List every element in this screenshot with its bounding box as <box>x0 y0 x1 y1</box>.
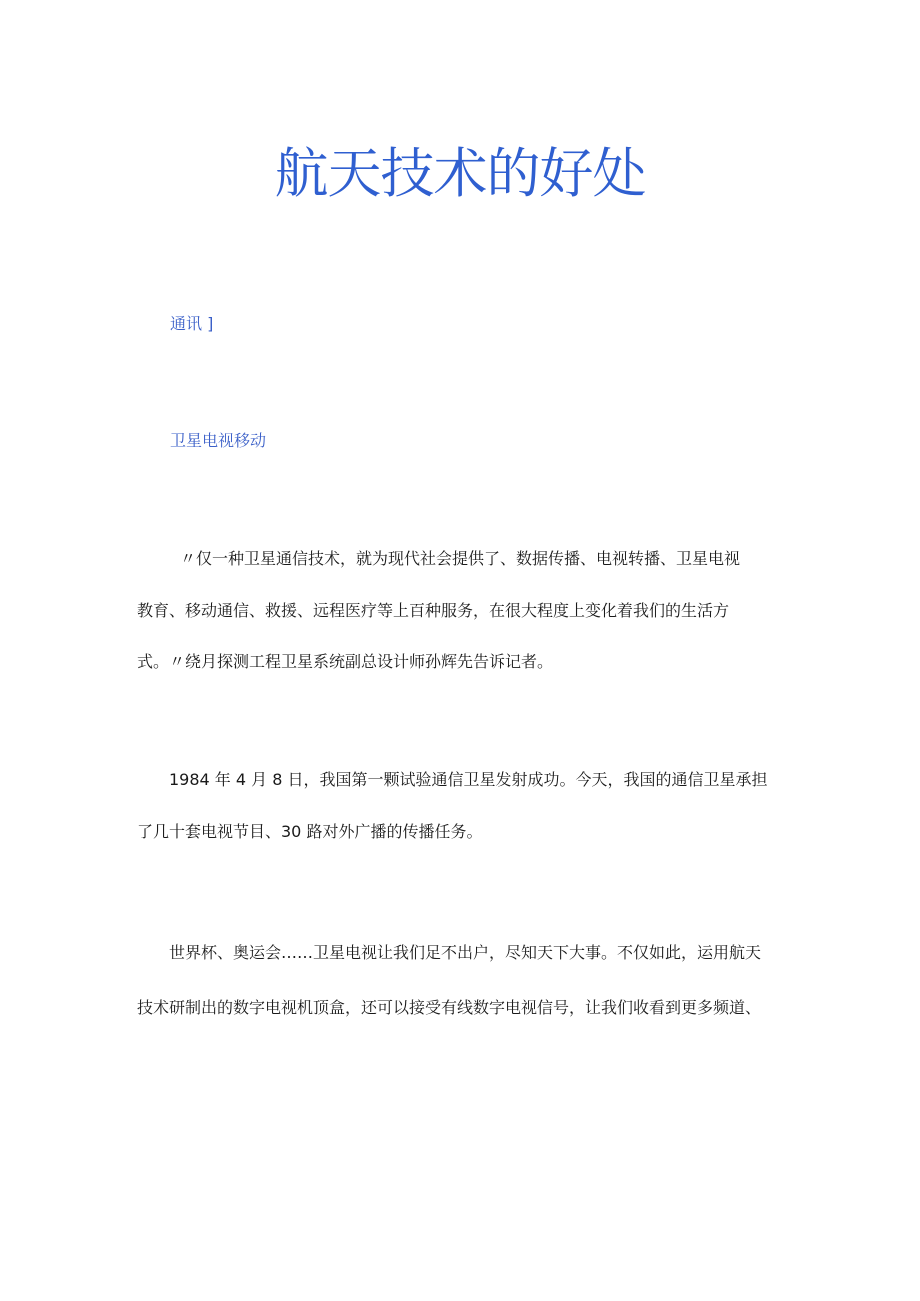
paragraph-line: 教育、移动通信、救援、远程医疗等上百种服务，在很大程度上变化着我们的生活方 <box>137 601 730 620</box>
document-title: 航天技术的好处 <box>274 142 646 205</box>
paragraph-line: 技术研制出的数字电视机顶盒，还可以接受有线数字电视信号，让我们收看到更多频道、 <box>137 998 762 1017</box>
paragraph-line: 1984 年 4 月 8 日，我国第一颗试验通信卫星发射成功。今天，我国的通信卫星承担 <box>169 770 768 789</box>
paragraph-line: 了几十套电视节目、30 路对外广播的传播任务。 <box>137 822 483 841</box>
paragraph-line: 世界杯、奥运会……卫星电视让我们足不出户，尽知天下大事。不仅如此，运用航天 <box>169 943 762 962</box>
paragraph-line: 〃仅一种卫星通信技术，就为现代社会提供了、数据传播、电视转播、卫星电视 <box>180 549 741 568</box>
section-heading: 卫星电视移动 <box>170 431 267 450</box>
article-tag: 通讯 ] <box>170 314 214 333</box>
paragraph-line: 式。〃绕月探测工程卫星系统副总设计师孙辉先告诉记者。 <box>137 652 554 671</box>
